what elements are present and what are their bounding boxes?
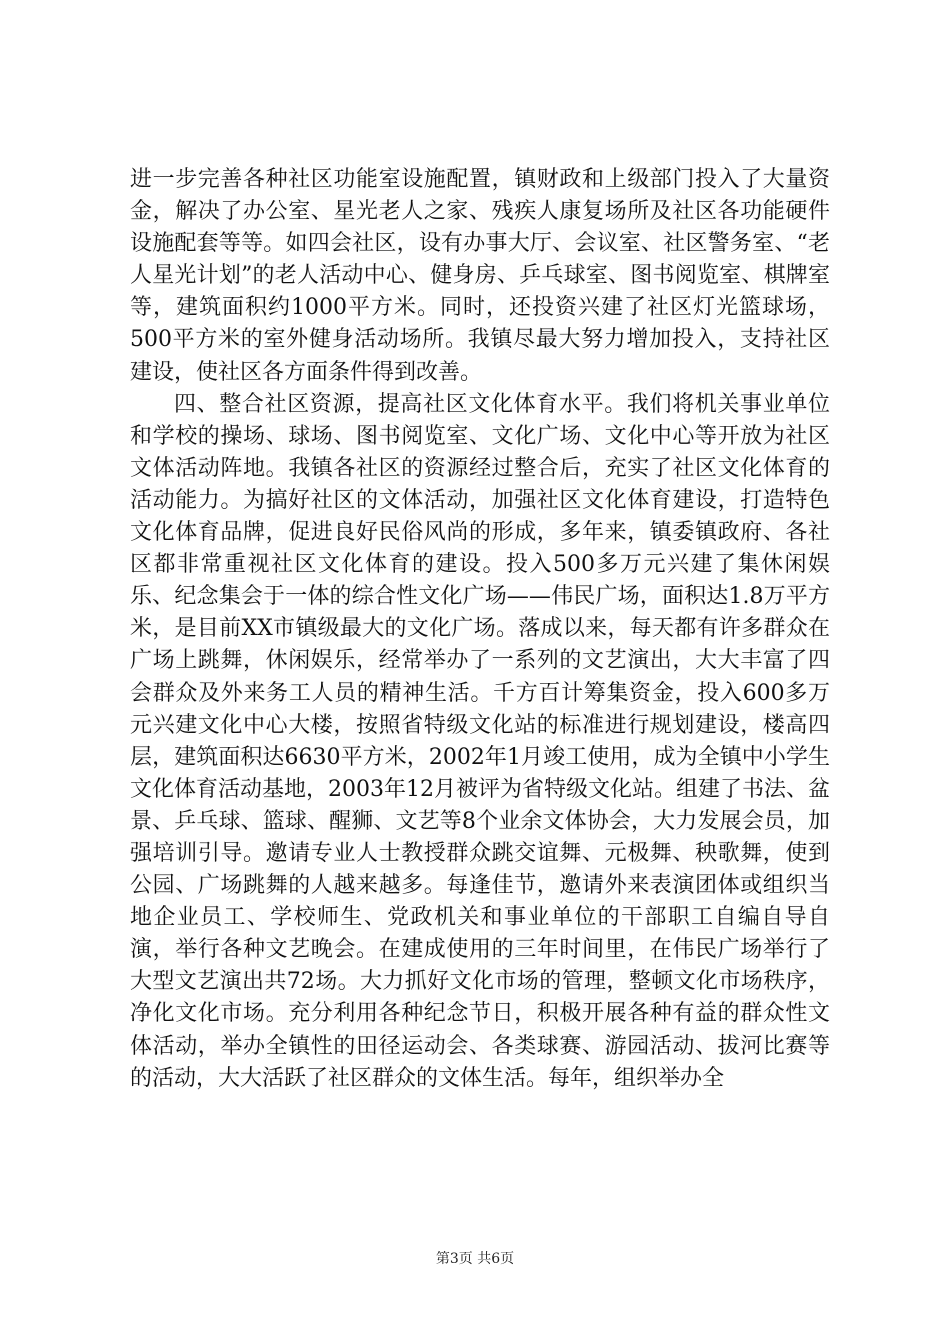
- paragraph-facilities: 进一步完善各种社区功能室设施配置，镇财政和上级部门投入了大量资金，解决了办公室、星光老人之家、残疾人康复场所及社区各功能硬件设施配套等等。如四会社区，设有办事大厅、会议室、社区警务室、“老人星光计划”的老人活动中心、健身房、乒乓球室、图书阅览室、棋牌室等，建筑面积约1000平方米。同时，还投资兴建了社区灯光篮球场，500平方米的室外健身活动场所。我镇尽最大努力增加投入，支持社区建设，使社区各方面条件得到改善。: [130, 167, 830, 385]
- paragraph-culture-sports: 四、整合社区资源，提高社区文化体育水平。我们将机关事业单位和学校的操场、球场、图书阅览室、文化广场、文化中心等开放为社区文体活动阵地。我镇各社区的资源经过整合后，充实了社区文化体育的活动能力。为搞好社区的文体活动，加强社区文化体育建设，打造特色文化体育品牌，促进良好民俗风尚的形成，多年来，镇委镇政府、各社区都非常重视社区文化体育的建设。投入500多万元兴建了集休闲娱乐、纪念集会于一体的综合性文化广场——伟民广场，面积达1.8万平方米，是目前XX市镇级最大的文化广场。落成以来，每天都有许多群众在广场上跳舞，休闲娱乐，经常举办了一系列的文艺演出，大大丰富了四会群众及外来务工人员的精神生活。千方百计筹集资金，投入600多万元兴建文化中心大楼，按照省特级文化站的标准进行规划建设，楼高四层，建筑面积达6630平方米，2002年1月竣工使用，成为全镇中小学生文化体育活动基地，2003年12月被评为省特级文化站。组建了书法、盆景、乒乓球、篮球、醒狮、文艺等8个业余文体协会，大力发展会员，加强培训引导。邀请专业人士教授群众跳交谊舞、元极舞、秧歌舞，使到公园、广场跳舞的人越来越多。每逢佳节，邀请外来表演团体或组织当地企业员工、学校师生、党政机关和事业单位的干部职工自编自导自演，举行各种文艺晚会。在建成使用的三年时间里，在伟民广场举行了大型文艺演出共72场。大力抓好文化市场的管理，整顿文化市场秩序，净化文化市场。充分利用各种纪念节日，积极开展各种有益的群众性文体活动，举办全镇性的田径运动会、各类球赛、游园活动、拔河比赛等的活动，大大活跃了社区群众的文体生活。每年，组织举办全: [130, 391, 830, 1091]
- page-footer: [0, 1248, 950, 1268]
- page-number-label: 第3页 共6页: [435, 1251, 515, 1267]
- document-body: [130, 164, 830, 1095]
